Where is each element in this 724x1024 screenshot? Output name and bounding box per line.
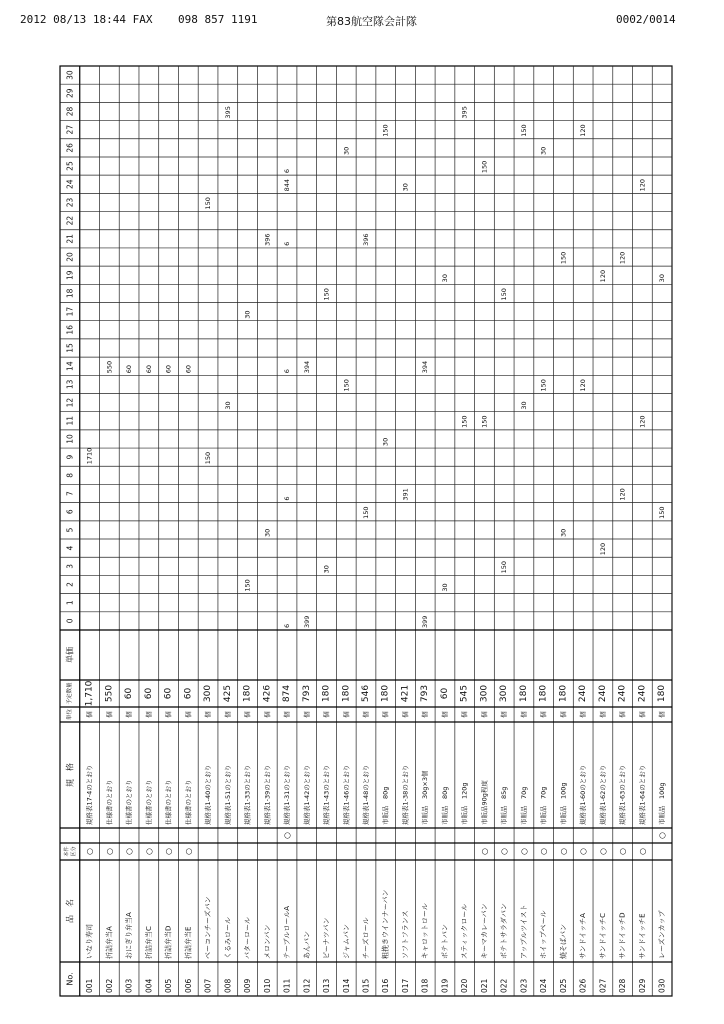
row-name: くるみロール	[223, 917, 232, 959]
row-day-value: 60	[184, 365, 193, 374]
row-qty: 180	[657, 684, 668, 703]
row-day-value: 30	[223, 401, 232, 410]
row-qty: 180	[538, 684, 549, 703]
row-spec: 規格表1-42のとおり	[302, 764, 311, 825]
row-no: 021	[479, 978, 489, 993]
row-spec: 仕様書のとおり	[125, 779, 134, 825]
row-mark-circle: ○	[519, 848, 529, 855]
row-mark-circle: ○	[144, 848, 154, 855]
row-mark-circle: ○	[558, 848, 568, 855]
row-qty: 546	[361, 684, 371, 703]
row-day-value: 120	[638, 178, 647, 192]
row-day-value: 30	[658, 274, 667, 283]
row-day-value: 120	[598, 269, 607, 283]
row-name: キーマカレーパン	[480, 903, 489, 959]
row-day-value: 6	[283, 369, 292, 374]
row-name: 折詰弁当C	[144, 926, 153, 959]
row-qty: 793	[301, 684, 312, 703]
row-day-value: 399	[421, 615, 430, 628]
row-unit: 個	[204, 711, 213, 718]
header-no: No.	[65, 972, 75, 986]
header-day-27: 27	[65, 124, 75, 135]
row-no: 006	[183, 978, 193, 993]
header-day-24: 24	[65, 179, 75, 190]
row-name: サンドイッチC	[598, 912, 607, 959]
header-day-12: 12	[65, 397, 75, 408]
row-day-value: 396	[362, 233, 370, 246]
row-spec: 規格表1-31のとおり	[283, 764, 292, 825]
row-name: あんパン	[302, 931, 311, 959]
row-name: アップルツイスト	[519, 904, 528, 959]
row-unit: 個	[440, 711, 449, 718]
row-no: 009	[243, 978, 253, 993]
row-no: 011	[282, 978, 292, 993]
row-day-value: 30	[440, 274, 449, 283]
row-day-value: 30	[559, 528, 568, 538]
row-unit: 個	[598, 711, 607, 718]
row-qty: 60	[183, 687, 194, 700]
row-spec: 規格表1-33のとおり	[243, 764, 252, 825]
row-qty: 180	[321, 684, 332, 703]
row-unit: 個	[460, 711, 469, 718]
row-unit: 個	[342, 711, 351, 718]
row-day-value: 6	[283, 623, 292, 628]
row-spec: 規格表1-51のとおり	[223, 764, 232, 825]
header-day-28: 28	[65, 106, 75, 117]
row-name: レーズンカップ	[658, 910, 667, 959]
row-mark-circle: ○	[539, 848, 549, 855]
row-unit: 個	[658, 711, 667, 718]
row-day-value: 6	[283, 496, 292, 501]
row-day-value: 6	[283, 241, 292, 246]
header-day-14: 14	[65, 361, 75, 371]
row-qty: 545	[459, 684, 470, 703]
row-spec: 仕様書のとおり	[164, 779, 173, 825]
row-qty: 240	[597, 684, 608, 703]
row-name: ピーナツパン	[322, 917, 331, 959]
row-day-value: 150	[243, 579, 252, 592]
row-qty: 300	[499, 684, 510, 703]
row-spec: 市販品 70g	[519, 786, 528, 825]
row-no: 004	[144, 978, 154, 993]
row-qty: 60	[143, 687, 154, 700]
row-mark-circle: ○	[657, 832, 667, 839]
row-no: 010	[262, 978, 272, 993]
row-spec: 規格表1-46のとおり	[342, 764, 351, 825]
row-mark-circle: ○	[637, 848, 647, 855]
header-day-22: 22	[65, 215, 75, 226]
row-unit: 個	[559, 711, 568, 718]
row-day-value: 30	[342, 146, 351, 155]
row-name: おにぎり弁当A	[125, 912, 134, 959]
row-unit: 個	[322, 711, 331, 718]
row-qty: 300	[203, 684, 214, 703]
row-day-value: 391	[401, 488, 410, 501]
row-day-value: 150	[500, 560, 509, 574]
row-day-value: 30	[440, 583, 449, 592]
row-no: 029	[637, 978, 647, 993]
row-day-value: 150	[480, 415, 489, 428]
row-spec: 規格表1-40のとおり	[204, 764, 213, 825]
row-name: チーズロール	[362, 917, 370, 959]
header-day-29: 29	[65, 88, 75, 99]
row-day-value: 30	[381, 437, 390, 447]
row-unit: 個	[381, 711, 390, 718]
row-qty: 180	[380, 684, 391, 703]
row-no: 003	[124, 978, 134, 993]
row-unit: 個	[480, 711, 489, 718]
header-flag: 本件	[63, 846, 70, 857]
row-unit: 個	[125, 711, 134, 718]
row-mark-circle: ○	[598, 848, 608, 855]
header-price: 単価	[65, 647, 75, 663]
row-spec: 市販品 100g	[559, 782, 568, 825]
row-unit: 個	[223, 711, 232, 718]
row-day-value: 395	[460, 106, 469, 119]
row-mark-circle: ○	[104, 848, 114, 855]
row-name: メロンパン	[263, 924, 272, 959]
row-unit: 個	[283, 711, 292, 718]
row-day-value: 30	[539, 146, 548, 155]
row-qty: 421	[400, 684, 411, 703]
header-day-30: 30	[65, 70, 75, 80]
row-spec: 仕様書のとおり	[144, 779, 153, 825]
row-qty: 426	[262, 684, 273, 703]
row-qty: 425	[222, 684, 233, 703]
row-day-value: 150	[342, 379, 351, 392]
row-day-value: 60	[144, 365, 153, 374]
row-unit: 個	[105, 711, 114, 718]
row-day-value: 394	[421, 360, 430, 374]
row-qty: 793	[420, 684, 431, 703]
row-unit: 個	[243, 711, 252, 718]
row-name: キャロットロール	[421, 903, 430, 959]
header-day-4: 4	[65, 545, 75, 551]
row-unit: 個	[401, 711, 410, 718]
row-day-value: 150	[539, 379, 548, 392]
row-no: 001	[85, 978, 95, 993]
header-day-1: 1	[65, 600, 75, 606]
row-unit: 個	[618, 711, 627, 718]
row-day-value: 150	[460, 415, 469, 428]
row-unit: 個	[421, 711, 430, 718]
row-spec: 市販品 100g	[658, 782, 667, 825]
fax-sender-office: 第83航空隊会計隊	[326, 15, 417, 28]
row-name: スティックロール	[460, 903, 469, 959]
row-spec: 規格表1-64のとおり	[638, 764, 647, 825]
row-unit: 個	[362, 711, 370, 718]
row-spec: 市販品 80g	[381, 786, 390, 825]
row-day-value: 150	[480, 160, 489, 174]
header-day-19: 19	[65, 270, 75, 280]
header-day-11: 11	[65, 416, 75, 426]
row-name: ポテトパン	[440, 924, 449, 959]
row-qty: 300	[479, 684, 490, 703]
row-name: 折詰弁当E	[184, 926, 193, 959]
row-qty: 550	[104, 684, 115, 703]
row-spec: 規格表17-4のとおり	[85, 764, 94, 825]
row-day-value: 1710	[85, 447, 94, 465]
header-day-5: 5	[65, 527, 75, 533]
header-day-13: 13	[65, 379, 75, 390]
row-no: 018	[420, 978, 430, 993]
row-qty: 180	[518, 684, 529, 703]
row-mark-circle: ○	[85, 848, 95, 855]
row-spec: 仕様書のとおり	[184, 779, 193, 825]
row-spec: 市販品 80g	[440, 786, 449, 825]
row-day-value: 120	[618, 251, 627, 265]
row-no: 013	[322, 978, 332, 993]
header-day-10: 10	[65, 434, 75, 444]
row-day-value: 394	[302, 360, 311, 374]
header-day-9: 9	[65, 454, 75, 460]
row-day-value: 30	[243, 310, 252, 319]
row-spec: 規格表1-39のとおり	[263, 764, 272, 825]
row-no: 019	[440, 978, 450, 993]
row-qty: 60	[163, 687, 174, 700]
row-mark-circle: ○	[164, 848, 174, 855]
row-name: いなり寿司	[85, 924, 94, 959]
row-unit: 個	[263, 711, 272, 718]
row-spec: 規格表1-62のとおり	[598, 764, 607, 825]
row-qty: 60	[124, 687, 135, 700]
row-no: 026	[578, 978, 588, 993]
row-spec: 規格表1-38のとおり	[401, 764, 410, 825]
header-day-15: 15	[65, 343, 75, 353]
row-no: 015	[361, 978, 371, 993]
header-spec: 規 格	[65, 763, 75, 787]
row-no: 030	[657, 978, 667, 993]
header-day-2: 2	[65, 582, 75, 587]
row-day-value: 150	[204, 197, 213, 210]
row-day-value: 150	[204, 451, 213, 465]
row-spec: 市販品90g程度	[480, 780, 489, 825]
row-unit: 個	[144, 711, 153, 718]
header-day-18: 18	[65, 288, 75, 299]
row-day-value: 60	[164, 365, 173, 374]
row-day-value: 150	[559, 251, 568, 265]
row-no: 008	[223, 978, 233, 993]
row-no: 012	[302, 978, 312, 993]
row-day-value: 550	[105, 360, 114, 374]
row-name: 折詰弁当A	[105, 926, 114, 959]
row-unit: 個	[519, 711, 528, 718]
row-spec: 市販品 120g	[460, 782, 469, 825]
row-name: サンドイッチE	[638, 913, 647, 959]
fax-page-count: 0002/0014	[616, 13, 676, 26]
header-day-20: 20	[65, 252, 75, 262]
row-day-value: 6	[283, 169, 292, 174]
row-day-value: 30	[322, 565, 331, 574]
row-qty: 180	[558, 684, 569, 703]
header-flag2: 区分	[70, 846, 77, 857]
row-spec: 規格表1-43のとおり	[322, 764, 331, 825]
row-mark-circle: ○	[183, 848, 193, 855]
row-name: ベーコンチーズパン	[204, 896, 213, 959]
row-mark-circle: ○	[124, 848, 134, 855]
row-unit: 個	[579, 711, 588, 718]
header-day-0: 0	[65, 618, 75, 624]
row-name: ホイップペール	[539, 910, 548, 959]
row-name: サンドイッチD	[618, 912, 627, 959]
row-qty: 240	[637, 684, 648, 703]
header-day-26: 26	[65, 143, 75, 153]
row-name: 折詰弁当D	[164, 925, 173, 959]
row-spec: 規格表1-48のとおり	[362, 764, 370, 825]
row-no: 027	[598, 978, 608, 993]
fax-number: 098 857 1191	[178, 13, 258, 26]
row-spec: 市販品 85g	[500, 786, 509, 825]
header-day-17: 17	[65, 306, 75, 317]
row-spec: 市販品 70g	[539, 786, 548, 825]
header-day-8: 8	[65, 472, 75, 478]
row-day-value: 30	[519, 401, 528, 410]
row-day-value: 120	[598, 542, 607, 556]
row-qty: 1,710	[84, 680, 95, 707]
fax-datetime: 2012 08/13 18:44 FAX	[20, 13, 153, 26]
row-no: 005	[164, 978, 174, 993]
row-day-value: 120	[618, 488, 627, 501]
row-no: 025	[558, 978, 568, 993]
row-day-value: 30	[401, 183, 410, 192]
row-unit: 個	[539, 711, 548, 718]
row-no: 014	[341, 978, 351, 993]
row-day-value: 150	[381, 124, 390, 137]
row-no: 028	[618, 978, 628, 993]
row-spec: 規格表1-60のとおり	[579, 764, 588, 825]
header-unit: 単位	[66, 708, 73, 721]
row-day-value: 120	[579, 124, 588, 137]
row-day-value: 150	[322, 288, 331, 301]
header-day-25: 25	[65, 161, 75, 171]
row-day-value: 396	[263, 233, 272, 246]
row-qty: 60	[439, 687, 450, 700]
row-day-value: 395	[223, 106, 232, 119]
row-spec: 市販品 30g×3個	[421, 770, 430, 825]
row-name: テーブルロールA	[283, 905, 292, 959]
row-qty: 180	[242, 684, 253, 703]
row-no: 023	[519, 978, 529, 993]
row-name: サンドイッチA	[579, 913, 588, 959]
row-mark-circle: ○	[578, 848, 588, 855]
row-unit: 個	[164, 711, 173, 718]
row-no: 017	[400, 978, 410, 993]
row-mark-circle: ○	[479, 848, 489, 855]
row-day-value: 30	[263, 528, 272, 538]
row-day-value: 844	[283, 178, 292, 192]
row-unit: 個	[302, 711, 311, 718]
row-day-value: 150	[658, 506, 667, 519]
row-mark-circle: ○	[618, 848, 628, 855]
row-unit: 個	[500, 711, 509, 718]
row-no: 020	[460, 978, 470, 993]
row-name: 粗挽きウインナーパン	[381, 889, 390, 959]
table-border	[60, 66, 672, 996]
row-name: ポテトサラダパン	[500, 903, 509, 959]
row-unit: 個	[85, 711, 94, 718]
row-unit: 個	[638, 711, 647, 718]
row-day-value: 60	[125, 365, 134, 374]
row-name: バターロール	[243, 917, 252, 959]
header-day-16: 16	[65, 325, 75, 335]
header-day-23: 23	[65, 197, 75, 208]
header-day-6: 6	[65, 509, 75, 515]
row-no: 024	[539, 978, 549, 993]
row-spec: 仕様書のとおり	[105, 779, 114, 825]
row-no: 016	[381, 978, 391, 993]
row-day-value: 150	[500, 288, 509, 301]
row-mark-circle: ○	[282, 832, 292, 839]
row-name: ジャムパン	[342, 924, 351, 959]
row-no: 022	[499, 978, 509, 993]
row-qty: 240	[617, 684, 628, 703]
row-spec: 規格表1-63のとおり	[618, 764, 627, 825]
row-day-value: 399	[302, 615, 311, 628]
row-day-value: 120	[638, 415, 647, 428]
row-qty: 874	[282, 684, 293, 703]
header-name: 品 名	[65, 899, 75, 923]
header-day-21: 21	[65, 234, 75, 244]
row-day-value: 150	[519, 124, 528, 137]
header-qty: 予定数量	[66, 682, 73, 705]
row-name: ソフトフランス	[401, 910, 410, 959]
row-qty: 240	[578, 684, 589, 703]
row-day-value: 150	[362, 506, 370, 519]
row-mark-circle: ○	[499, 848, 509, 855]
row-unit: 個	[184, 711, 193, 718]
row-day-value: 120	[579, 379, 588, 392]
header-day-7: 7	[65, 491, 75, 496]
row-qty: 180	[341, 684, 352, 703]
header-day-3: 3	[65, 563, 75, 569]
row-no: 007	[203, 978, 213, 993]
row-no: 002	[104, 978, 114, 993]
row-name: 焼そばパン	[559, 924, 568, 959]
